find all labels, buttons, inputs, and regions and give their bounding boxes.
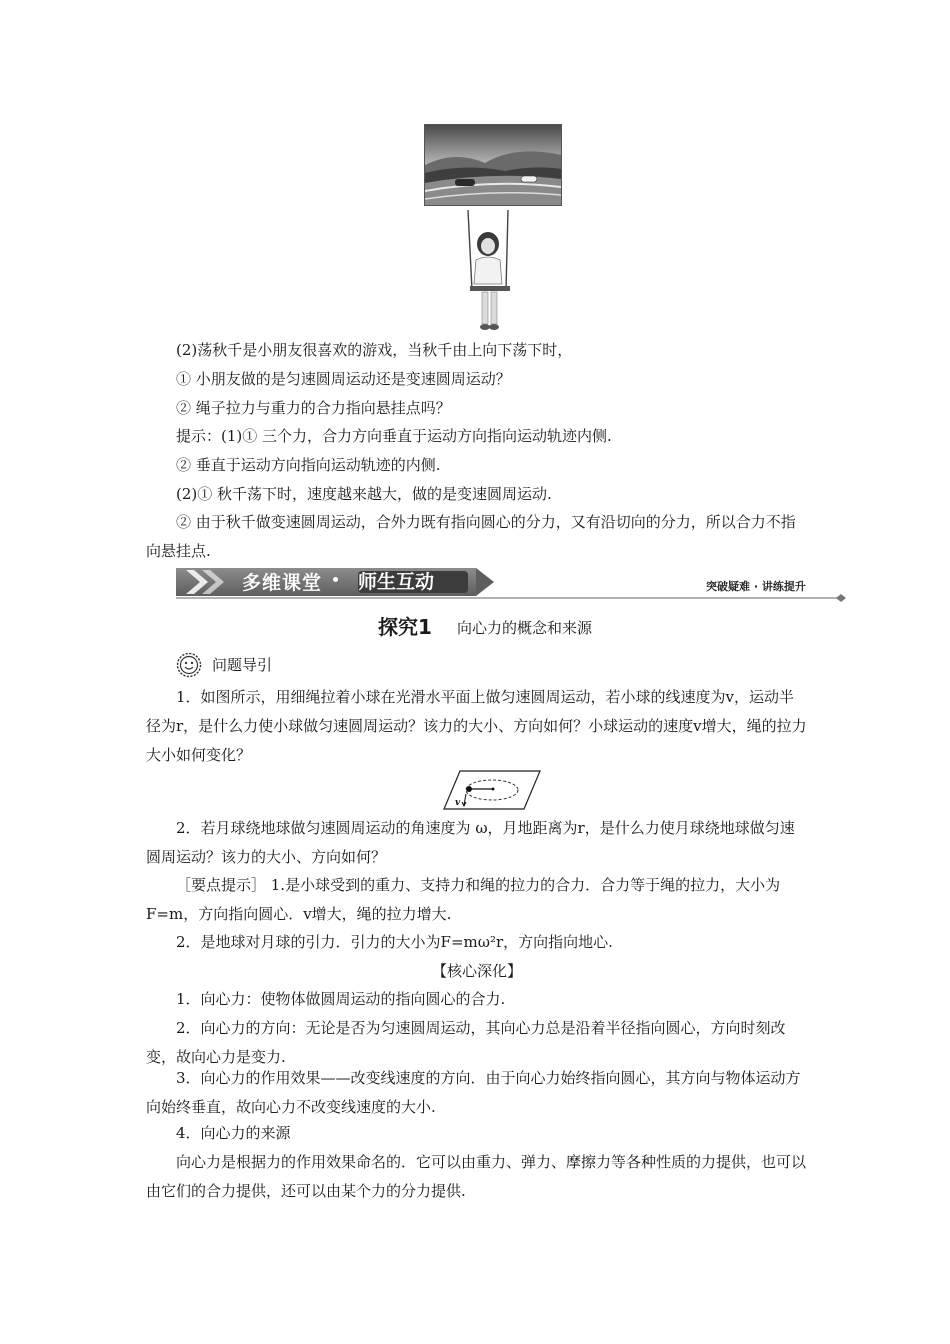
question-1: 1．如图所示，用细绳拉着小球在光滑水平面上做匀速圆周运动，若小球的线速度为v，运动半径为r，是什么力使小球做匀速圆周运动？该力的大小、方向如何？小球运动的速度v增大，绳的拉力大小如何变化？ bbox=[146, 688, 807, 764]
child-on-swing-photo bbox=[458, 210, 520, 332]
core-point-2: 2．向心力的方向：无论是否为匀速圆周运动，其向心力总是沿着半径指向圆心，方向时刻改变，故向心力是变力. bbox=[146, 1019, 786, 1066]
hint-1a: 提示：(1)① 三个力，合力方向垂直于运动方向指向运动轨迹内侧. bbox=[176, 427, 612, 445]
smiley-icon bbox=[176, 652, 202, 678]
hint-2a: (2)① 秋千荡下时，速度越来越大，做的是变速圆周运动. bbox=[176, 485, 552, 503]
banner-title-part1: 多维课堂 bbox=[242, 572, 323, 594]
core-point-3: 3．向心力的作用效果——改变线速度的方向．由于向心力始终指向圆心，其方向与物体运动方向始终垂直，故向心力不改变线速度的大小. bbox=[146, 1069, 801, 1116]
core-point-4: 4．向心力的来源 bbox=[176, 1124, 291, 1142]
explore-title: 向心力的概念和来源 bbox=[457, 619, 593, 637]
core-title: 【核心深化】 bbox=[431, 962, 522, 980]
question-2-intro: (2)荡秋千是小朋友很喜欢的游戏，当秋千由上向下荡下时， bbox=[176, 341, 573, 359]
key-hint-2: 2．是地球对月球的引力．引力的大小为F=mω²r，方向指向地心. bbox=[176, 933, 613, 951]
banner-subtitle: 突破疑难 · 讲练提升 bbox=[706, 580, 806, 593]
question-2-b: ② 绳子拉力与重力的合力指向悬挂点吗？ bbox=[176, 399, 451, 417]
hint-1b: ② 垂直于运动方向指向运动轨迹的内侧. bbox=[176, 456, 441, 474]
velocity-label: v bbox=[455, 798, 461, 808]
question-2: 2．若月球绕地球做匀速圆周运动的角速度为 ω，月地距离为r，是什么力使月球绕地球做匀速圆周运动？该力的大小、方向如何？ bbox=[146, 819, 795, 866]
key-hint-1: ［要点提示］ 1.是小球受到的重力、支持力和绳的拉力的合力．合力等于绳的拉力，大小为F=m，方向指向圆心．v增大，绳的拉力增大. bbox=[146, 876, 781, 923]
explore-label: 探究1 bbox=[378, 615, 432, 639]
hint-2b: ② 由于秋千做变速圆周运动，合外力既有指向圆心的分力，又有沿切向的分力，所以合力不指向悬挂点. bbox=[146, 513, 796, 560]
banner-dot-separator bbox=[333, 577, 338, 582]
question-2-a: ① 小朋友做的是匀速圆周运动还是变速圆周运动？ bbox=[176, 370, 511, 388]
curved-road-photo bbox=[424, 124, 562, 206]
banner-title-part2: 师生互动 bbox=[358, 571, 435, 593]
guide-label: 问题导引 bbox=[212, 656, 273, 674]
core-point-5: 向心力是根据力的作用效果命名的．它可以由重力、弹力、摩擦力等各种性质的力提供，也可以由它们的合力提供，还可以由某个力的分力提供. bbox=[146, 1153, 807, 1200]
circular-motion-diagram bbox=[442, 769, 542, 811]
core-point-1: 1．向心力：使物体做圆周运动的指向圆心的合力. bbox=[176, 990, 506, 1008]
